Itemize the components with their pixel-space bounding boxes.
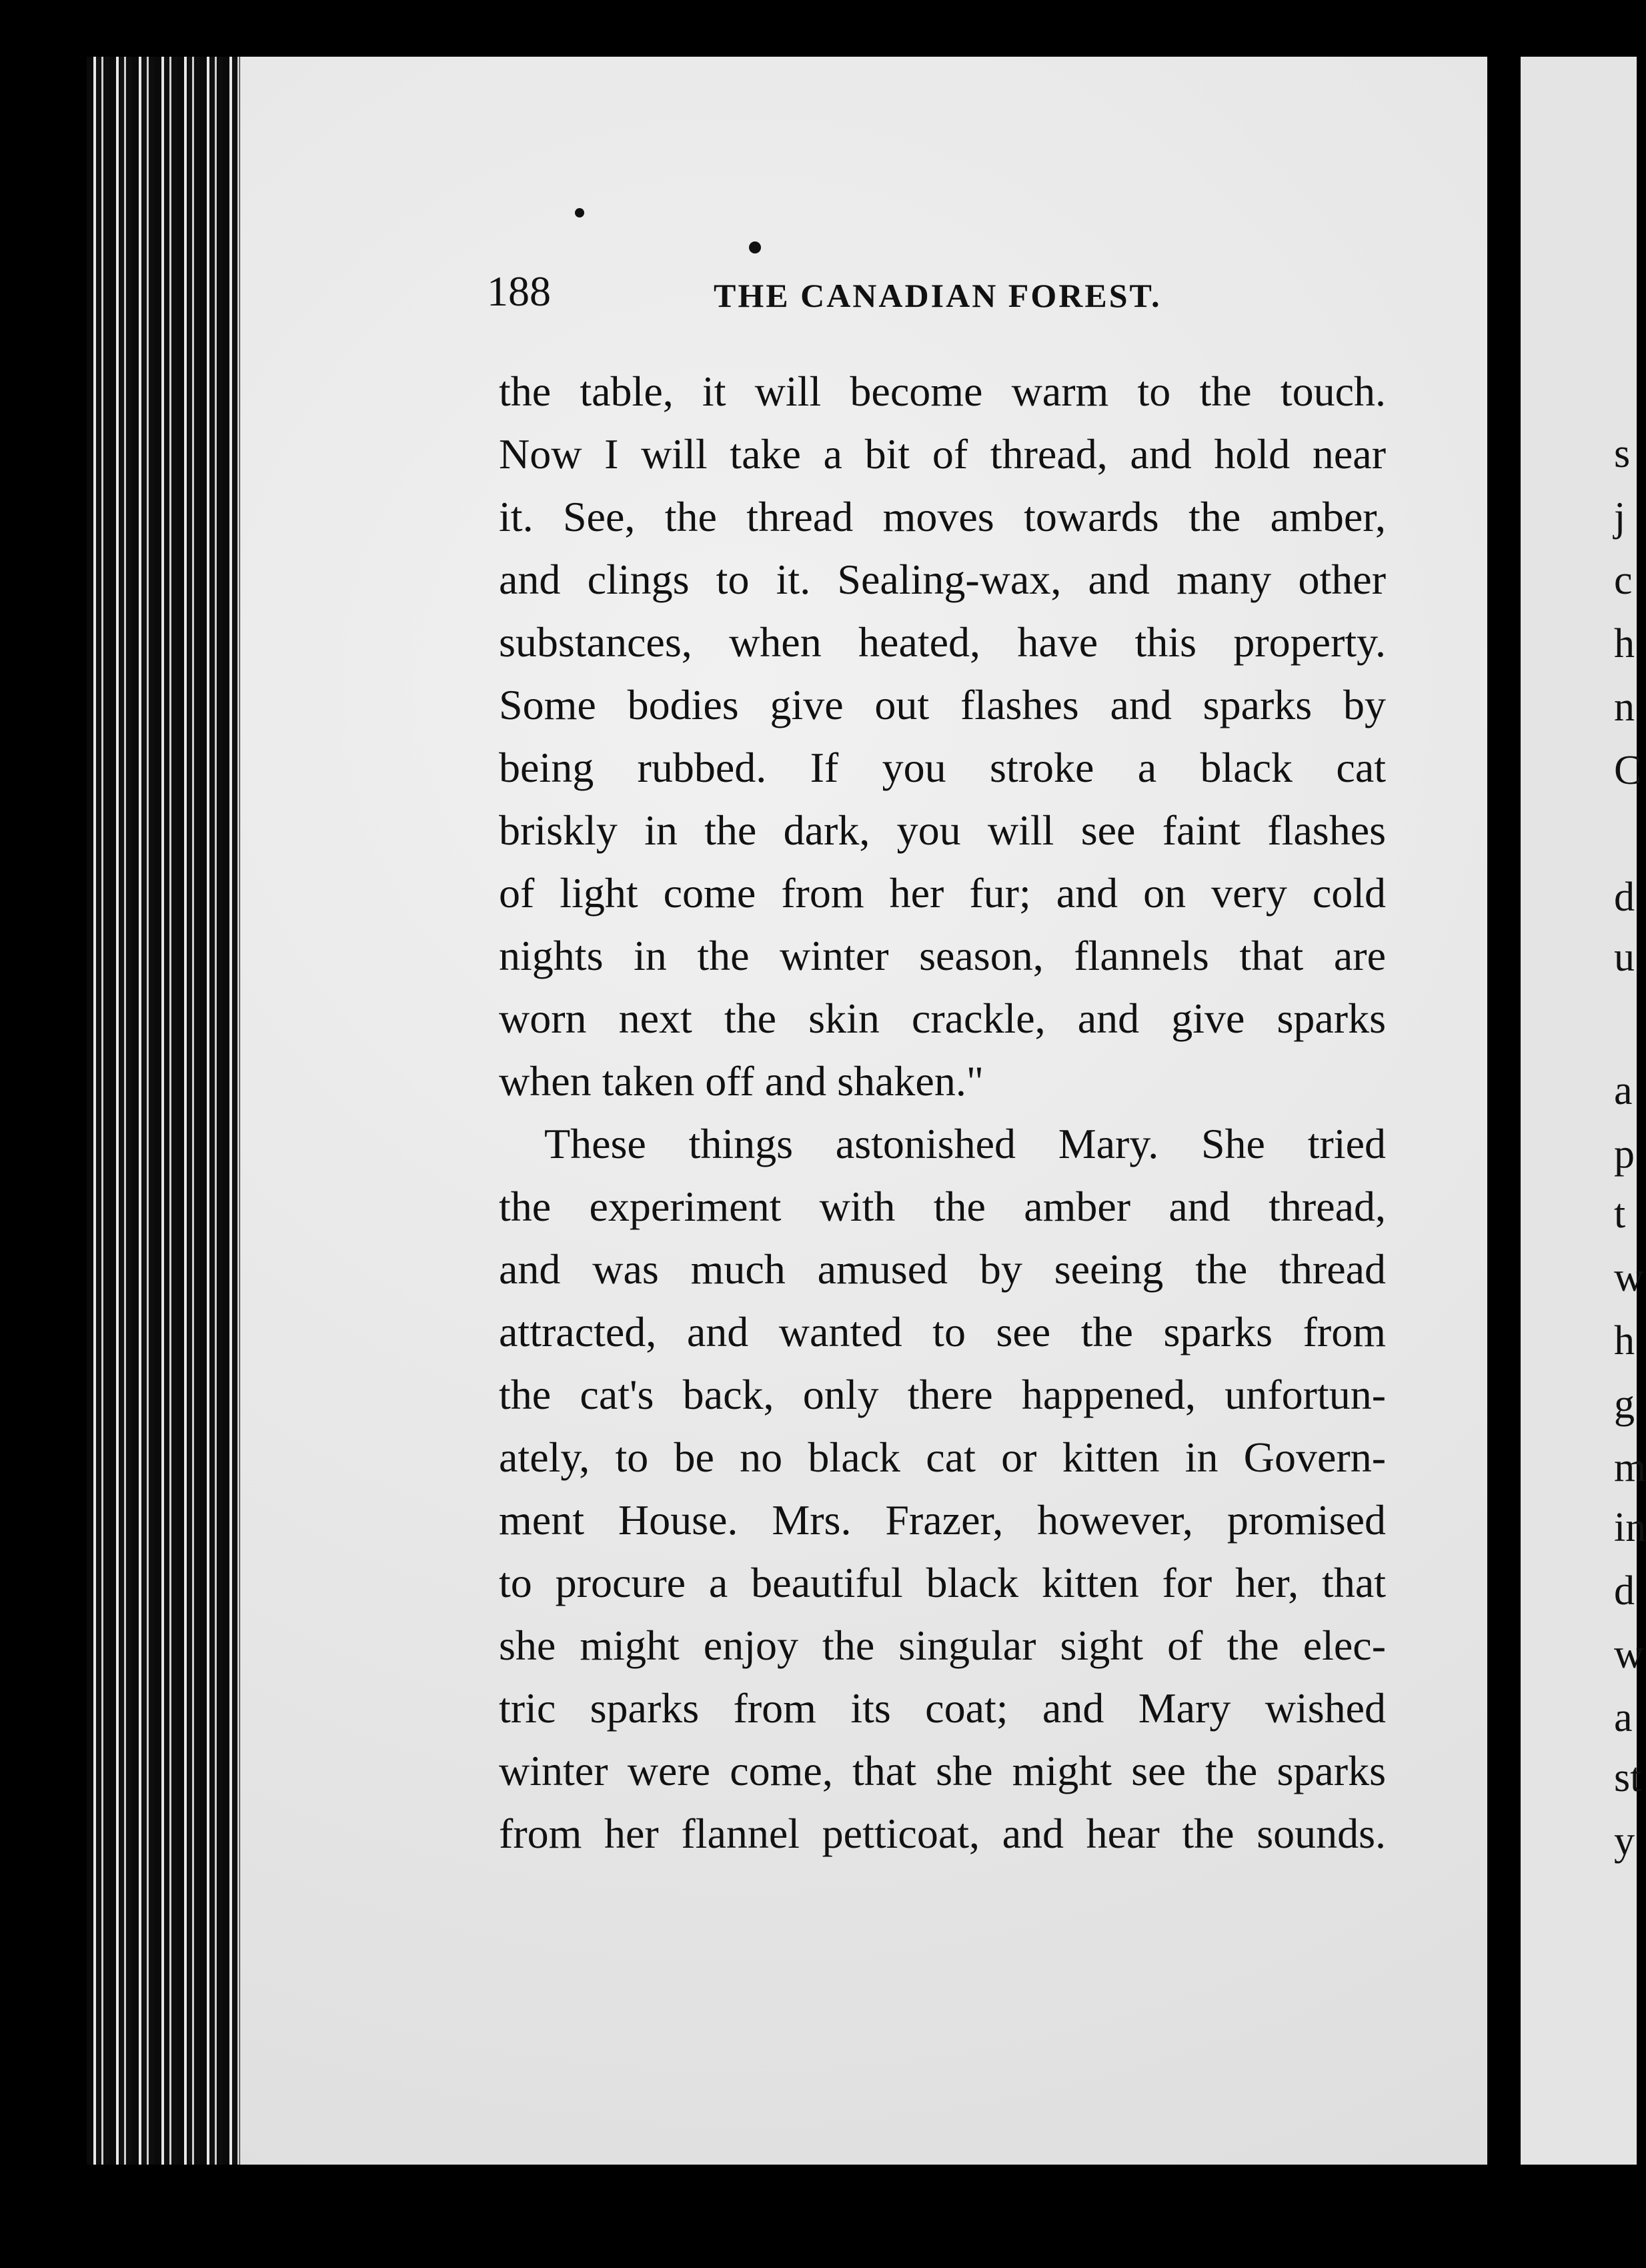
text-line: ately, to be no black cat or kitten in Govern-	[499, 1434, 1386, 1481]
adjacent-page-fragment: w	[1614, 1632, 1644, 1677]
adjacent-page-fragment: C	[1614, 748, 1642, 793]
adjacent-page-fragment: st	[1614, 1755, 1642, 1800]
book-spine	[87, 57, 247, 2165]
text-line: from her flannel petticoat, and hear the sounds.	[499, 1810, 1386, 1857]
running-head: THE CANADIAN FOREST.	[714, 277, 1162, 314]
adjacent-page-fragment: s	[1614, 431, 1631, 476]
text-line: ment House. Mrs. Frazer, however, promised	[499, 1496, 1386, 1544]
text-line: tric sparks from its coat; and Mary wished	[499, 1684, 1386, 1732]
text-line: and clings to it. Sealing-wax, and many other	[499, 556, 1386, 603]
adjacent-page-fragment: a	[1614, 1695, 1633, 1740]
adjacent-page-fragment: j	[1614, 494, 1626, 540]
text-line: attracted, and wanted to see the sparks from	[499, 1308, 1386, 1355]
adjacent-page-fragment: t	[1614, 1191, 1626, 1237]
adjacent-page-fragment: d	[1614, 1568, 1635, 1614]
page-header	[487, 267, 1387, 327]
text-line: Now I will take a bit of thread, and hold near	[499, 430, 1386, 478]
text-line: worn next the skin crackle, and give sparks	[499, 995, 1386, 1042]
text-line: of light come from her fur; and on very cold	[499, 869, 1386, 917]
text-line: nights in the winter season, flannels that are	[499, 932, 1386, 979]
adjacent-page-fragment: c	[1614, 558, 1633, 603]
page-number: 188	[487, 267, 551, 315]
adjacent-page-fragment: p	[1614, 1131, 1635, 1177]
adjacent-page-fragment: a	[1614, 1068, 1633, 1113]
text-line: These things astonished Mary. She tried	[544, 1120, 1386, 1167]
ink-speck	[749, 241, 761, 253]
text-line: Some bodies give out flashes and sparks by	[499, 681, 1386, 728]
text-line: when taken off and shaken."	[499, 1057, 984, 1105]
adjacent-page-fragment: u	[1614, 935, 1635, 980]
adjacent-page-fragment: m	[1614, 1445, 1646, 1490]
text-line: the cat's back, only there happened, unfortun-	[499, 1371, 1386, 1418]
adjacent-page-fragment: w	[1614, 1255, 1644, 1300]
text-line: briskly in the dark, you will see faint flashes	[499, 806, 1386, 854]
text-line: she might enjoy the singular sight of the elec-	[499, 1622, 1386, 1669]
adjacent-page-fragment: h	[1614, 1318, 1635, 1363]
adjacent-page-fragment: g	[1614, 1381, 1635, 1427]
text-line: being rubbed. If you stroke a black cat	[499, 744, 1386, 791]
text-line: the table, it will become warm to the touch.	[499, 368, 1386, 415]
adjacent-page-fragment: y	[1614, 1818, 1635, 1864]
adjacent-page-fragment: h	[1614, 621, 1635, 666]
text-line: substances, when heated, have this property.	[499, 618, 1386, 666]
text-line: it. See, the thread moves towards the amber,	[499, 493, 1386, 540]
text-line: winter were come, that she might see the sparks	[499, 1747, 1386, 1794]
ink-speck	[575, 208, 584, 217]
text-line: to procure a beautiful black kitten for her, that	[499, 1559, 1386, 1606]
text-line: and was much amused by seeing the thread	[499, 1245, 1386, 1293]
text-line: the experiment with the amber and thread,	[499, 1183, 1386, 1230]
adjacent-page-fragment: n	[1614, 684, 1635, 730]
body-text	[499, 360, 1386, 1865]
adjacent-page-fragment: d	[1614, 875, 1635, 920]
adjacent-page	[1521, 57, 1646, 2165]
adjacent-page-fragment: in	[1614, 1505, 1646, 1550]
